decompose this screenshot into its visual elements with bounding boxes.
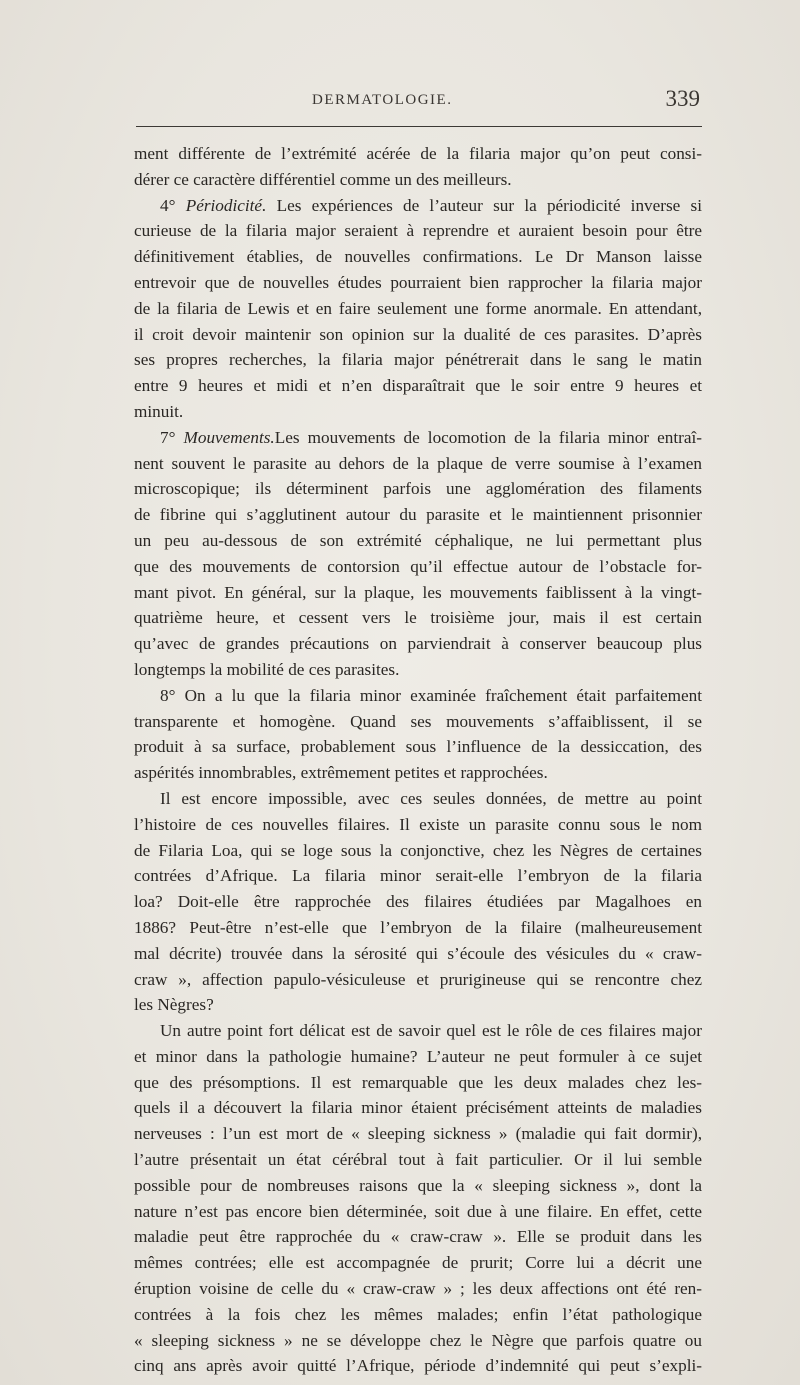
line-text: que des mouvements de contorsion qu’il effectue autour de l’obstacle for- (134, 556, 702, 576)
text-line (134, 244, 702, 270)
text-line (134, 347, 702, 373)
line-text: Il est encore impossible, avec ces seules données, de mettre au point (160, 788, 702, 808)
line-text: Un autre point fort délicat est de savoir quel est le rôle de ces filaires major (160, 1021, 702, 1041)
text-line (134, 786, 702, 812)
text-line (134, 941, 702, 967)
text-line (134, 141, 702, 167)
text-line (134, 425, 702, 451)
line-text: Les expériences de l’auteur sur la périodicité inverse si (266, 195, 702, 215)
line-text: l’histoire de ces nouvelles filaires. Il existe un parasite connu sous le nom (134, 814, 702, 834)
text-line (134, 218, 702, 244)
text-line (134, 812, 702, 838)
text-line (134, 683, 702, 709)
text-line (134, 1199, 702, 1225)
text-line (134, 1044, 702, 1070)
paragraph (134, 1018, 702, 1379)
line-text: nerveuses : l’un est mort de « sleeping sickness » (maladie qui fait dormir), (134, 1124, 702, 1144)
paragraph (134, 141, 702, 193)
text-line (134, 502, 702, 528)
section-number: 4° (160, 195, 186, 215)
text-line (134, 373, 702, 399)
text-line (134, 838, 702, 864)
line-text: contrées d’Afrique. La filaria minor serait-elle l’embryon de la filaria (134, 866, 702, 886)
line-text: un peu au-dessous de son extrémité céphalique, ne lui permettant plus (134, 530, 702, 550)
line-text: mêmes contrées; elle est accompagnée de prurit; Corre lui a décrit une (134, 1253, 702, 1273)
text-line (134, 580, 702, 606)
page-number: 339 (665, 86, 700, 111)
line-text: nature n’est pas encore bien déterminée, soit due à une filaire. En effet, cette (134, 1201, 702, 1221)
line-text: longtemps la mobilité de ces parasites. (134, 659, 400, 679)
line-text: de Filaria Loa, qui se loge sous la conjonctive, chez les Nègres de certaines (134, 840, 702, 860)
line-text: contrées à la fois chez les mêmes malades; enfin l’état pathologique (134, 1304, 702, 1324)
line-text: produit à sa surface, probablement sous l’influence de la dessiccation, des (134, 737, 702, 757)
line-text: entrevoir que de nouvelles études pourraient bien rapprocher la filaria major (134, 272, 702, 292)
line-text: les Nègres? (134, 995, 214, 1015)
line-text: curieuse de la filaria major seraient à reprendre et auraient besoin pour être (134, 221, 702, 241)
line-text: de fibrine qui s’agglutinent autour du parasite et le maintiennent prisonnier (134, 505, 702, 525)
text-line (134, 1353, 702, 1379)
line-text: possible pour de nombreuses raisons que la « sleeping sickness », dont la (134, 1175, 702, 1195)
line-text: 1886? Peut-être n’est-elle que l’embryon de la filaire (malheureusement (134, 917, 702, 937)
text-line (134, 1173, 702, 1199)
text-line (134, 657, 702, 683)
text-line (134, 967, 702, 993)
line-text: « sleeping sickness » ne se développe chez le Nègre que parfois quatre ou (134, 1330, 702, 1350)
line-text: que des présomptions. Il est remarquable que les deux malades chez les- (134, 1072, 702, 1092)
line-text: craw », affection papulo-vésiculeuse et prurigineuse qui se rencontre chez (134, 969, 702, 989)
text-line (134, 709, 702, 735)
line-text: mal décrite) trouvée dans la sérosité qui s’écoule des vésicules du « craw- (134, 943, 702, 963)
line-text: il croit devoir maintenir son opinion sur la dualité de ces parasites. D’après (134, 324, 702, 344)
text-line (134, 1121, 702, 1147)
text-line (134, 605, 702, 631)
text-line (134, 863, 702, 889)
line-text: ment différente de l’extrémité acérée de la filaria major qu’on peut consi- (134, 144, 702, 163)
body-text (134, 141, 702, 1379)
running-title: DERMATOLOGIE. (312, 92, 453, 108)
text-line (134, 1328, 702, 1354)
text-line (134, 193, 702, 219)
text-line (134, 734, 702, 760)
text-line (134, 528, 702, 554)
text-line (134, 476, 702, 502)
line-text: entre 9 heures et midi et n’en disparaîtrait que le soir entre 9 heures et (134, 376, 702, 396)
line-text: éruption voisine de celle du « craw-craw » ; les deux affections ont été ren- (134, 1279, 702, 1299)
text-line (134, 399, 702, 425)
running-head (140, 86, 700, 120)
line-text: cinq ans après avoir quitté l’Afrique, période d’indemnité qui peut s’expli- (134, 1356, 702, 1376)
line-text: loa? Doit-elle être rapprochée des filaires étudiées par Magalhoes en (134, 892, 702, 912)
line-text: 8° On a lu que la filaria minor examinée fraîchement était parfaitement (160, 685, 702, 705)
paragraph (134, 683, 702, 786)
text-line (134, 760, 702, 786)
text-line (134, 1224, 702, 1250)
text-line (134, 322, 702, 348)
line-text: maladie peut être rapprochée du « craw-craw ». Elle se produit dans les (134, 1227, 702, 1247)
line-text: ses propres recherches, la filaria major pénétrerait dans le sang le matin (134, 350, 702, 370)
text-line (134, 992, 702, 1018)
text-line (134, 296, 702, 322)
section-number: 7° (160, 427, 184, 447)
text-line (134, 1276, 702, 1302)
text-line (134, 889, 702, 915)
text-line (134, 631, 702, 657)
text-line (134, 270, 702, 296)
paragraph (134, 786, 702, 1018)
line-text: Les mouvements de locomotion de la filaria minor entraî- (274, 427, 702, 447)
text-line (134, 1018, 702, 1044)
text-line (134, 1147, 702, 1173)
text-line (134, 915, 702, 941)
text-line (134, 1095, 702, 1121)
line-text: microscopique; ils déterminent parfois une agglomération des filaments (134, 479, 702, 499)
text-line (134, 1070, 702, 1096)
line-text: transparente et homogène. Quand ses mouvements s’affaiblissent, il se (134, 711, 702, 731)
line-text: l’autre présentait un état cérébral tout à fait particulier. Or il lui semble (134, 1150, 702, 1170)
section-heading: Mouvements. (183, 427, 275, 447)
text-line (134, 1302, 702, 1328)
section-heading: Périodicité. (185, 195, 267, 215)
text-line (134, 167, 702, 193)
text-line (134, 554, 702, 580)
header-rule (136, 126, 702, 127)
line-text: dérer ce caractère différentiel comme un des meilleurs. (134, 169, 512, 189)
line-text: minuit. (134, 401, 184, 421)
paragraph (134, 425, 702, 683)
line-text: quatrième heure, et cessent vers le troisième jour, mais il est certain (134, 608, 702, 628)
text-line (134, 1250, 702, 1276)
text-line (134, 451, 702, 477)
line-text: mant pivot. En général, sur la plaque, les mouvements faiblissent à la vingt- (134, 582, 702, 602)
line-text: de la filaria de Lewis et en faire seulement une forme anormale. En attendant, (134, 298, 702, 318)
line-text: qu’avec de grandes précautions on parviendrait à conserver beaucoup plus (134, 634, 702, 654)
paragraph (134, 193, 702, 425)
line-text: et minor dans la pathologie humaine? L’auteur ne peut formuler à ce sujet (134, 1046, 702, 1066)
line-text: définitivement établies, de nouvelles confirmations. Le Dr Manson laisse (134, 247, 702, 267)
line-text: quels il a découvert la filaria minor étaient précisément atteints de maladies (134, 1098, 702, 1118)
line-text: aspérités innombrables, extrêmement petites et rapprochées. (134, 763, 548, 783)
line-text: nent souvent le parasite au dehors de la plaque de verre soumise à l’examen (134, 453, 702, 473)
